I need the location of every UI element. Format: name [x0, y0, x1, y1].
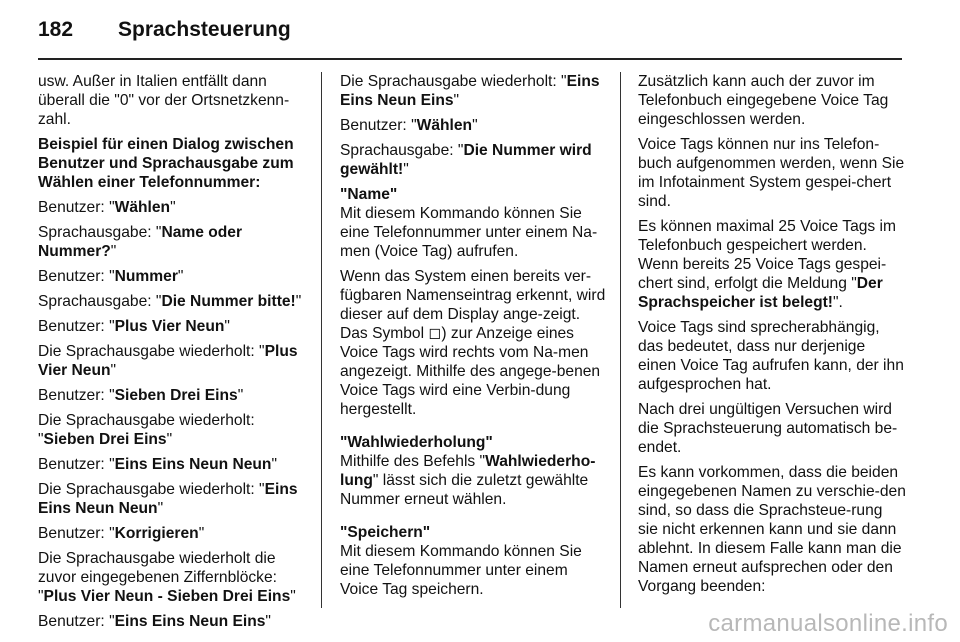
dialog-line: Die Sprachausgabe wiederholt: "Eins Eins Neun Neun": [38, 481, 298, 517]
save-body: Mit diesem Kommando können Sie eine Telefonnummer unter einem Voice Tag speichern.: [340, 543, 582, 598]
paragraph-3: Es können maximal 25 Voice Tags im Telefonbuch gespeichert werden. Wenn bereits 25 Voice Tags gespei-chert sind, erfolgt die Meldung "Der Sprachspeicher ist belegt!".: [638, 218, 897, 311]
column-1: [38, 72, 308, 637]
dialog-line: Benutzer: "Wählen": [340, 117, 478, 134]
dialog-line: Benutzer: "Wählen": [38, 199, 176, 216]
paragraph-1: Zusätzlich kann auch der zuvor im Telefonbuch eingegebene Voice Tag eingeschlossen werden.: [638, 73, 889, 128]
column-3: [638, 72, 906, 602]
dialog-line: Benutzer: "Sieben Drei Eins": [38, 387, 244, 404]
dialog-line: Die Sprachausgabe wiederholt: "Eins Eins Neun Eins": [340, 73, 600, 109]
dialog-line: Benutzer: "Korrigieren": [38, 525, 205, 542]
dialog-heading: Beispiel für einen Dialog zwischen Benutzer und Sprachausgabe zum Wählen einer Telefonnummer:: [38, 136, 294, 191]
header-rule: [38, 58, 902, 60]
dialog-list: [38, 198, 308, 631]
dialog-line: Benutzer: "Eins Eins Neun Eins": [38, 613, 271, 630]
page-number: 182: [38, 18, 74, 41]
dialog-line: Benutzer: "Nummer": [38, 268, 184, 285]
name-heading: "Name": [340, 186, 398, 203]
paragraph-2: Voice Tags können nur ins Telefon-buch aufgenommen werden, wenn Sie im Infotainment System gespei-chert sind.: [638, 136, 905, 210]
dialog-line: Die Sprachausgabe wiederholt die zuvor eingegebenen Ziffernblöcke: "Plus Vier Neun - Sieben Drei Eins": [38, 550, 296, 605]
dialog-line: Sprachausgabe: "Name oder Nummer?": [38, 224, 243, 260]
page-title: Sprachsteuerung: [118, 18, 291, 41]
redial-body: Mithilfe des Befehls "Wahlwiederho-lung" lässt sich die zuletzt gewählte Nummer erneut wählen.: [340, 453, 596, 508]
dialog-line: Die Sprachausgabe wiederholt: "Sieben Drei Eins": [38, 412, 255, 448]
paragraph-5: Nach drei ungültigen Versuchen wird die Sprachsteuerung automatisch be-endet.: [638, 401, 898, 456]
voice-tag-icon: ◻︎): [428, 325, 447, 342]
save-heading: "Speichern": [340, 524, 431, 541]
column-2: [340, 72, 610, 605]
dialog-line: Benutzer: "Eins Eins Neun Neun": [38, 456, 278, 473]
watermark: carmanualsonline.info: [708, 610, 948, 637]
dialog-list-continued: [340, 72, 610, 179]
paragraph-6: Es kann vorkommen, dass die beiden eingegebenen Namen zu verschie-den sind, so dass die Sprachsteue-rung sie nicht erkennen kann und sie dann ablehnt. In diesem Falle kann man die Namen erneut aufsprechen oder den Vorgang beenden:: [638, 464, 906, 595]
dialog-line: Sprachausgabe: "Die Nummer wird gewählt!": [340, 142, 592, 178]
column-divider-2: [620, 72, 621, 608]
paragraph-4: Voice Tags sind sprecherabhängig, das bedeutet, dass nur derjenige einen Voice Tag aufrufen kann, der ihn aufgesprochen hat.: [638, 319, 904, 393]
intro-paragraph: usw. Außer in Italien entfällt dann überall die "0" vor der Ortsnetzkenn-zahl.: [38, 73, 290, 128]
name-body: Mit diesem Kommando können Sie eine Telefonnummer unter einem Na-men (Voice Tag) aufrufen.: [340, 205, 598, 260]
name-body-2: Wenn das System einen bereits ver-fügbaren Namenseintrag erkennt, wird dieser auf dem Display ange-zeigt. Das Symbol ◻︎) zur Anzeige eines Voice Tags wird rechts vom Na-men angezeigt. Mithilfe des angege-benen Voice Tags wird eine Verbin-dung hergestellt.: [340, 268, 606, 418]
dialog-line: Die Sprachausgabe wiederholt: "Plus Vier Neun": [38, 343, 298, 379]
column-divider-1: [321, 72, 322, 608]
dialog-line: Sprachausgabe: "Die Nummer bitte!": [38, 293, 302, 310]
dialog-line: Benutzer: "Plus Vier Neun": [38, 318, 230, 335]
redial-heading: "Wahlwiederholung": [340, 434, 493, 451]
